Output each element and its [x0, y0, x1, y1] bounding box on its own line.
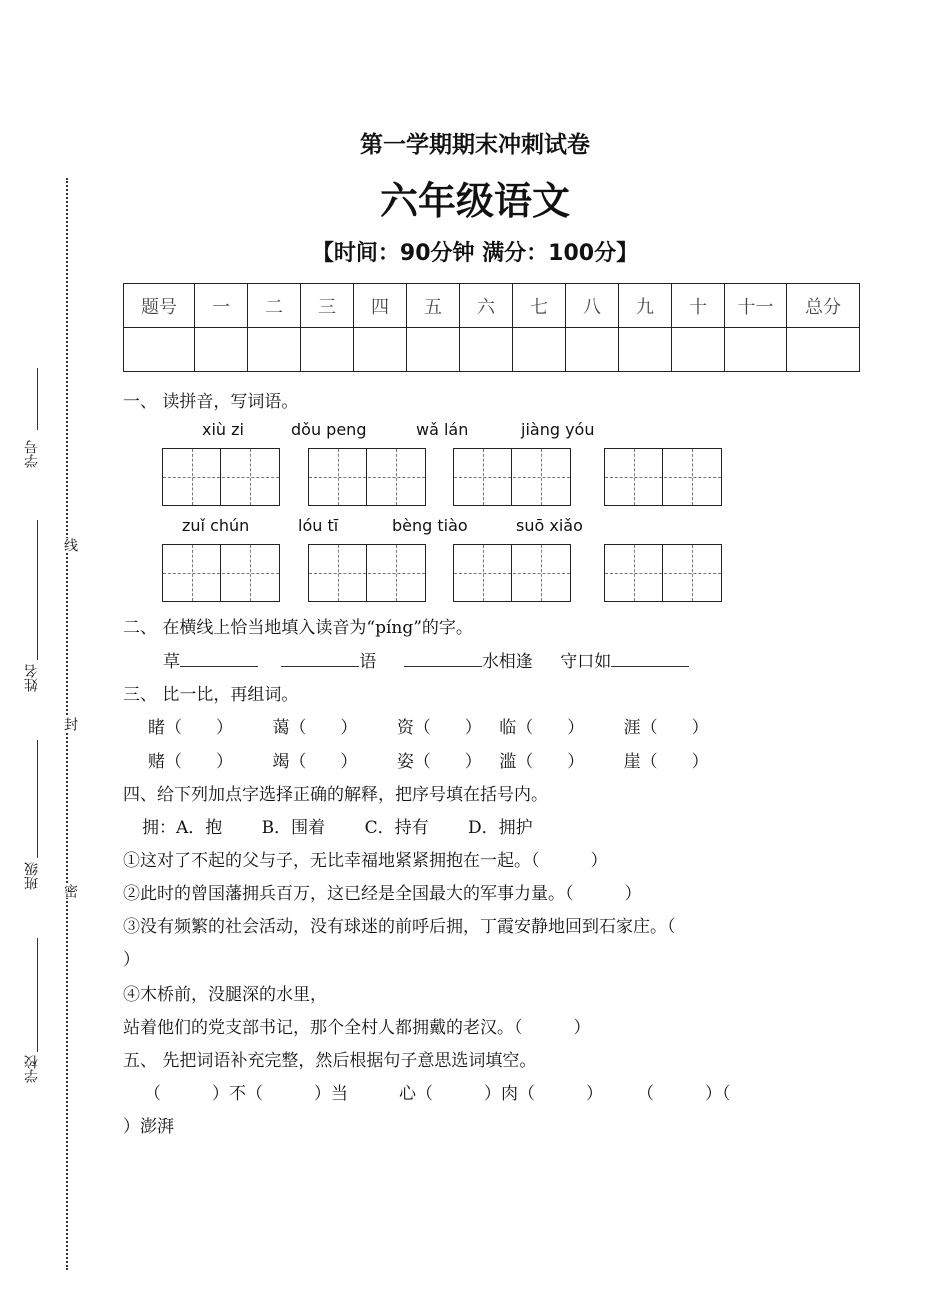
q3-title: 三、 比一比，再组词。: [123, 685, 299, 705]
school-label: 学校: [24, 1055, 40, 1083]
score-table-header-row: [124, 284, 860, 328]
score-table-entry-row: [124, 328, 860, 372]
q4-title: 四、给下列加点字选择正确的解释，把序号填在括号内。: [123, 785, 548, 805]
exam-title: 第一学期期末冲刺试卷: [360, 132, 590, 158]
q5-line-2: ）澎湃: [123, 1117, 174, 1137]
score-cell[interactable]: [566, 328, 619, 372]
writing-grid[interactable]: [308, 448, 426, 506]
q4-sentence-3: ③没有频繁的社会活动，没有球迷的前呼后拥，丁霞安静地回到石家庄。（: [123, 917, 676, 937]
q1-pinyin: zuǐ chún: [182, 516, 250, 535]
fill-blank[interactable]: [281, 652, 359, 667]
score-header-cell: 五: [407, 284, 460, 328]
q1-pinyin: lóu tī: [298, 516, 339, 535]
fill-blank[interactable]: [404, 652, 482, 667]
q3-row: [148, 747, 709, 772]
q3-row: [148, 713, 709, 738]
q4-options: 拥：A．抱 B．围着 C．持有 D．拥护: [142, 818, 533, 838]
q2-item-b: 语: [359, 652, 377, 672]
q4-sentence-2: ②此时的曾国藩拥兵百万，这已经是全国最大的军事力量。（ ）: [123, 884, 642, 904]
name-label: 姓名: [24, 664, 40, 692]
fill-blank[interactable]: [611, 652, 689, 667]
score-cell[interactable]: [407, 328, 460, 372]
q4-sentence-4b: 站着他们的党支部书记，那个全村人都拥戴的老汉。（ ）: [123, 1018, 591, 1038]
q1-title: 一、 读拼音，写词语。: [123, 392, 299, 412]
writing-grid[interactable]: [453, 544, 571, 602]
q3-item: 睹（ ）: [148, 718, 233, 738]
q2-item-d: 守口如: [560, 652, 612, 672]
score-header-cell: 八: [566, 284, 619, 328]
binding-mark-line: 线: [62, 538, 78, 552]
q1-pinyin: wǎ lán: [416, 420, 469, 439]
q3-item: 资（ ）: [396, 718, 482, 738]
student-id-label: 学号: [24, 440, 40, 468]
q4-sentence-3-end: ）: [123, 950, 140, 970]
student-id-blank: [37, 368, 38, 430]
score-cell[interactable]: [301, 328, 354, 372]
q3-item: 赌（ ）: [148, 752, 233, 772]
q3-item: 临（ ）: [499, 718, 585, 738]
q2-item-c: 水相逢: [481, 652, 533, 672]
fill-blank[interactable]: [180, 652, 258, 667]
score-header-cell: 四: [354, 284, 407, 328]
score-header-cell: 题号: [124, 284, 195, 328]
score-header-cell: 总分: [787, 284, 860, 328]
q1-pinyin: suō xiǎo: [516, 516, 583, 535]
score-cell[interactable]: [248, 328, 301, 372]
score-header-cell: 三: [301, 284, 354, 328]
score-cell[interactable]: [354, 328, 407, 372]
score-header-cell: 七: [513, 284, 566, 328]
exam-subject: 六年级语文: [379, 179, 570, 223]
q3-item: 涯（ ）: [623, 718, 709, 738]
q3-item: 蔼（ ）: [272, 718, 358, 738]
q2-title: 二、 在横线上恰当地填入读音为“píng”的字。: [123, 618, 473, 638]
writing-grid[interactable]: [453, 448, 571, 506]
score-header-cell: 十: [672, 284, 725, 328]
class-label: 班级: [24, 862, 40, 890]
q2-item-a: 草: [163, 652, 180, 672]
writing-grid[interactable]: [162, 448, 280, 506]
q1-pinyin: bèng tiào: [392, 516, 468, 535]
q3-item: 竭（ ）: [272, 752, 358, 772]
q3-item: 崖（ ）: [623, 752, 709, 772]
score-header-cell: 九: [619, 284, 672, 328]
score-cell[interactable]: [460, 328, 513, 372]
score-cell[interactable]: [725, 328, 787, 372]
q2-blanks-row: [163, 647, 689, 672]
q5-title: 五、 先把词语补充完整，然后根据句子意思选词填空。: [123, 1051, 537, 1071]
q5-line-1: （ ）不（ ）当 心（ ）肉（ ） （ ）（: [144, 1084, 731, 1104]
score-cell[interactable]: [195, 328, 248, 372]
score-cell[interactable]: [787, 328, 860, 372]
q1-pinyin: dǒu peng: [291, 420, 367, 439]
writing-grid[interactable]: [604, 448, 722, 506]
score-cell[interactable]: [619, 328, 672, 372]
score-header-cell: 二: [248, 284, 301, 328]
score-table: [123, 283, 860, 372]
writing-grid[interactable]: [162, 544, 280, 602]
score-cell[interactable]: [124, 328, 195, 372]
exam-meta: 【时间：90分钟 满分：100分】: [311, 241, 639, 266]
q3-item: 姿（ ）: [396, 752, 482, 772]
q1-pinyin: xiù zi: [202, 420, 244, 439]
binding-mark-secret: 密: [62, 884, 78, 898]
score-cell[interactable]: [513, 328, 566, 372]
q3-item: 滥（ ）: [499, 752, 585, 772]
name-blank: [37, 520, 38, 660]
q1-pinyin: jiàng yóu: [521, 420, 595, 439]
binding-mark-seal: 封: [62, 717, 78, 731]
score-header-cell: 十一: [725, 284, 787, 328]
score-header-cell: 六: [460, 284, 513, 328]
score-header-cell: 一: [195, 284, 248, 328]
score-cell[interactable]: [672, 328, 725, 372]
class-blank: [37, 740, 38, 858]
school-blank: [37, 938, 38, 1052]
q4-sentence-4a: ④木桥前，没腿深的水里，: [123, 985, 327, 1005]
writing-grid[interactable]: [308, 544, 426, 602]
writing-grid[interactable]: [604, 544, 722, 602]
q4-sentence-1: ①这对了不起的父与子，无比幸福地紧紧拥抱在一起。（ ）: [123, 851, 608, 871]
